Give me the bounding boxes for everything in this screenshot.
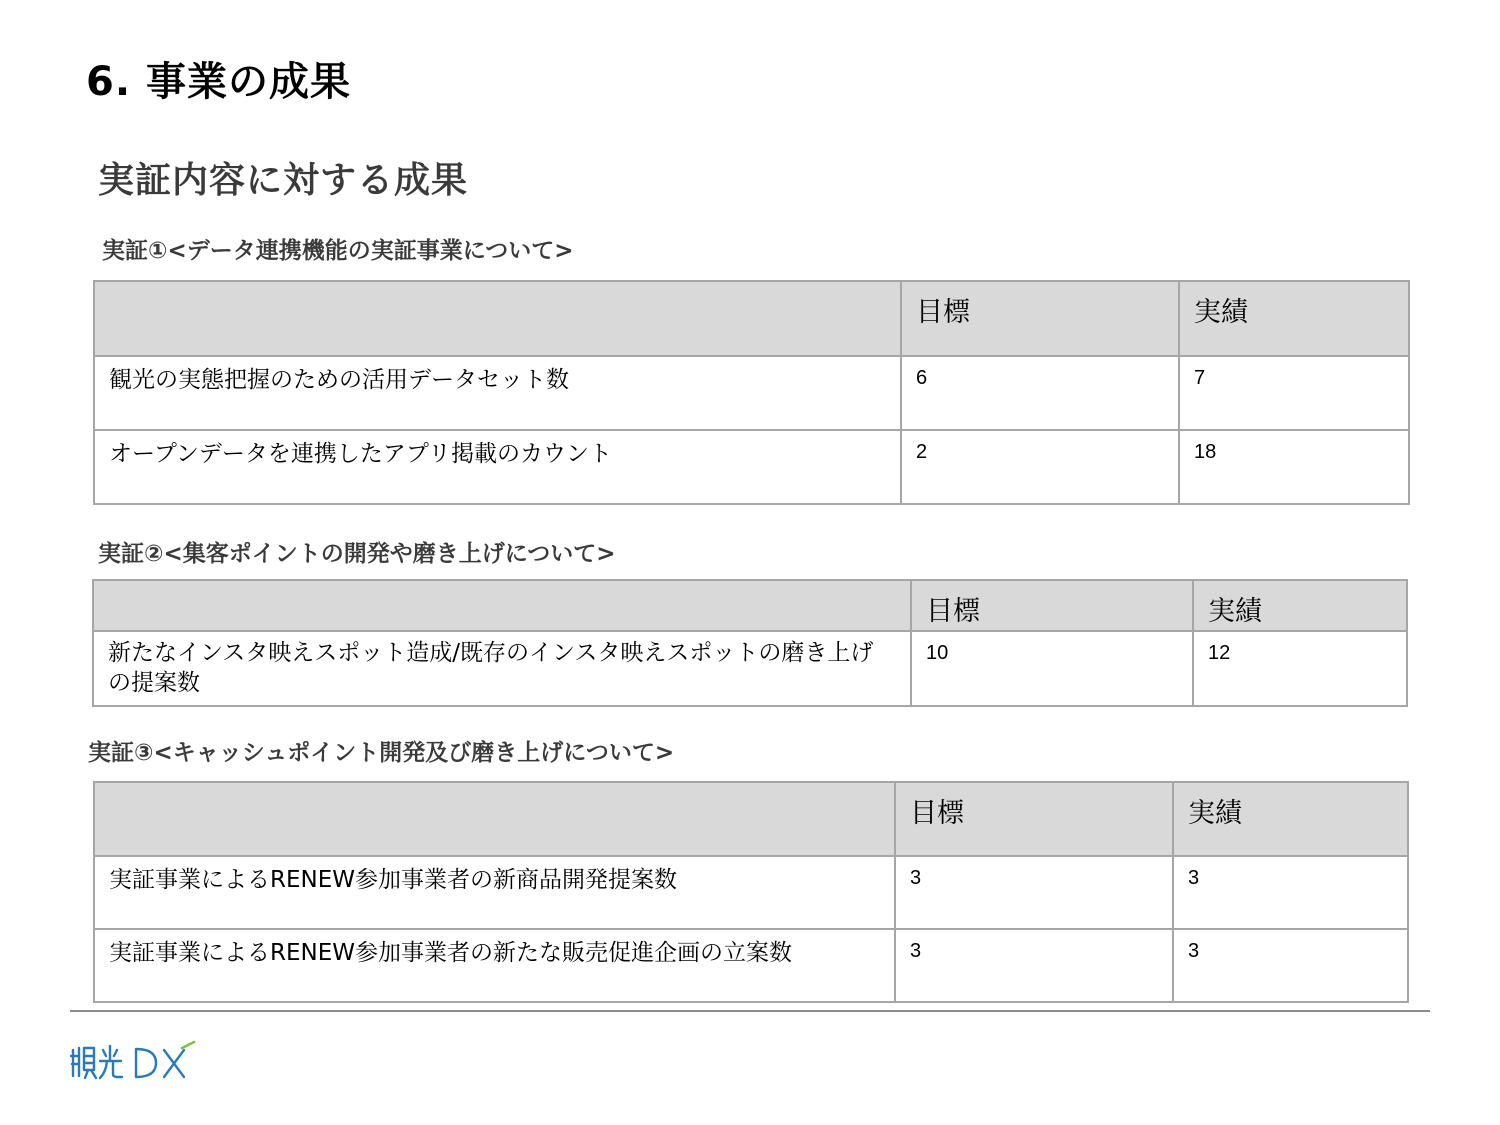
section-1-heading: 実証①<データ連携機能の実証事業について> xyxy=(102,238,574,264)
table-header-row xyxy=(94,281,1409,356)
header-cell-actual: 実績 xyxy=(1173,782,1408,856)
section-3-heading: 実証③<キャッシュポイント開発及び磨き上げについて> xyxy=(88,740,675,766)
row-label: 観光の実態把握のための活用データセット数 xyxy=(94,356,901,430)
row-actual: 12 xyxy=(1193,631,1407,706)
table-row xyxy=(94,356,1409,430)
header-cell-target: 目標 xyxy=(911,580,1193,631)
row-actual: 3 xyxy=(1173,929,1408,1002)
table-row xyxy=(94,430,1409,504)
section-2-heading: 実証②<集客ポイントの開発や磨き上げについて> xyxy=(98,541,616,567)
row-target: 3 xyxy=(895,856,1173,929)
header-cell-label xyxy=(93,580,911,631)
section-3-table xyxy=(93,781,1409,1003)
header-cell-target: 目標 xyxy=(895,782,1173,856)
row-target: 10 xyxy=(911,631,1193,706)
row-label: 実証事業によるRENEW参加事業者の新たな販売促進企画の立案数 xyxy=(94,929,895,1002)
row-actual: 3 xyxy=(1173,856,1408,929)
header-cell-label xyxy=(94,782,895,856)
table-header-row xyxy=(93,580,1407,631)
table-row xyxy=(93,631,1407,706)
row-label: 新たなインスタ映えスポット造成/既存のインスタ映えスポットの磨き上げの提案数 xyxy=(93,631,911,706)
page-title: 6. 事業の成果 xyxy=(86,59,351,105)
row-target: 6 xyxy=(901,356,1179,430)
header-cell-label xyxy=(94,281,901,356)
header-cell-actual: 実績 xyxy=(1179,281,1409,356)
row-actual: 7 xyxy=(1179,356,1409,430)
kanko-dx-logo xyxy=(70,1040,200,1084)
table-row xyxy=(94,856,1408,929)
row-target: 3 xyxy=(895,929,1173,1002)
header-cell-actual: 実績 xyxy=(1193,580,1407,631)
row-actual: 18 xyxy=(1179,430,1409,504)
footer-divider xyxy=(70,1010,1430,1012)
header-cell-target: 目標 xyxy=(901,281,1179,356)
row-label: 実証事業によるRENEW参加事業者の新商品開発提案数 xyxy=(94,856,895,929)
page-subtitle: 実証内容に対する成果 xyxy=(98,160,469,201)
section-2-table xyxy=(92,579,1408,707)
row-label: オープンデータを連携したアプリ掲載のカウント xyxy=(94,430,901,504)
table-header-row xyxy=(94,782,1408,856)
section-1-table xyxy=(93,280,1410,505)
row-target: 2 xyxy=(901,430,1179,504)
table-row xyxy=(94,929,1408,1002)
